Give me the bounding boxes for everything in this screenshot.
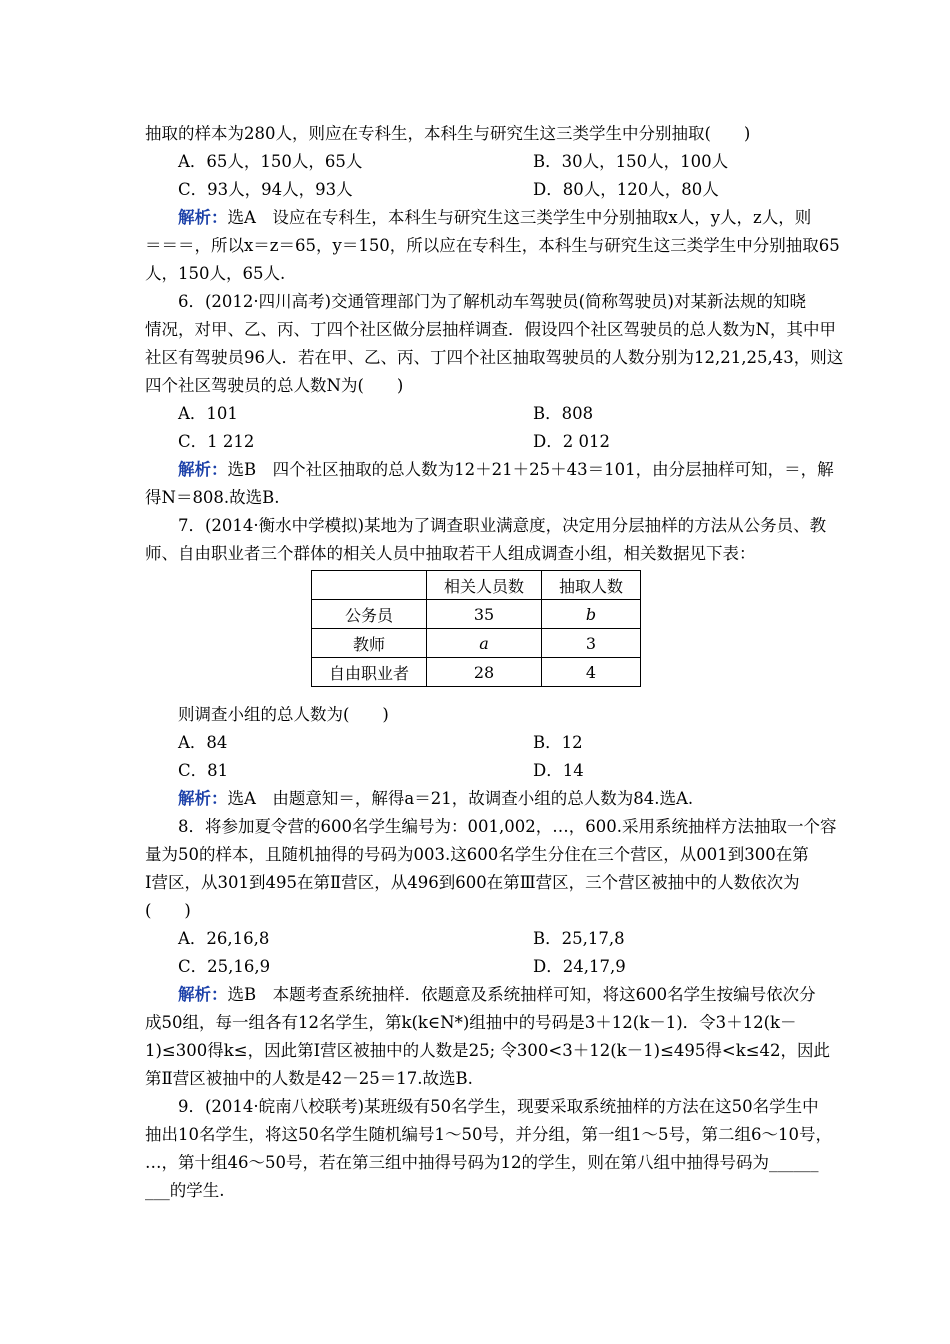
question-8-line: 量为50的样本，且随机抽得的号码为003.这600名学生分住在三个营区，从001到300在第 [145, 845, 809, 864]
variable: b [585, 604, 597, 624]
question-9-line: …，第十组46～50号，若在第三组中抽得号码为12的学生，则在第八组中抽得号码为______ [145, 1153, 819, 1172]
table-cell: 自由职业者 [312, 658, 427, 687]
choice-a: A．65人，150人，65人 [178, 152, 363, 171]
choice-b: B．808 [533, 404, 594, 423]
solution-text: 选B 四个社区抽取的总人数为12＋21＋25＋43＝101，由分层抽样可知，＝，解 [227, 460, 834, 479]
choice-c: C．93人，94人，93人 [178, 180, 353, 199]
choice-row [145, 428, 813, 456]
table-header-cell [312, 571, 427, 600]
solution-line: 人，150人，65人. [145, 264, 286, 283]
question-9-line: 9．(2014·皖南八校联考)某班级有50名学生，现要采取系统抽样的方法在这50名学生中 [178, 1097, 819, 1116]
choice-b: B．30人，150人，100人 [533, 152, 729, 171]
table-cell: 3 [542, 629, 641, 658]
choice-d: D．80人，120人，80人 [533, 180, 719, 199]
solution-line [145, 785, 813, 813]
choice-row [145, 400, 813, 428]
table-cell [427, 629, 542, 658]
solution-line: 成50组，每一组各有12名学生，第k(k∈N*)组抽中的号码是3＋12(k－1)．令3＋12(k－ [145, 1013, 797, 1032]
solution-label: 解析： [178, 208, 228, 227]
question-6-line: 6．(2012·四川高考)交通管理部门为了解机动车驾驶员(简称驾驶员)对某新法规的知晓 [178, 292, 806, 311]
question-7-line: 7．(2014·衡水中学模拟)某地为了调查职业满意度，决定用分层抽样的方法从公务员、教 [178, 516, 827, 535]
table-cell: 4 [542, 658, 641, 687]
table-cell: 公务员 [312, 600, 427, 629]
data-table [311, 570, 641, 687]
solution-line: 得N＝808.故选B. [145, 488, 280, 507]
solution-line [145, 204, 813, 232]
variable: a [479, 633, 489, 653]
solution-label: 解析： [178, 460, 228, 479]
table-cell: 教师 [312, 629, 427, 658]
solution-line: ＝＝＝，所以x＝z＝65，y＝150，所以应在专科生，本科生与研究生这三类学生中分别抽取65 [145, 236, 840, 255]
solution-line: 1)≤300得k≤，因此第Ⅰ营区被抽中的人数是25; 令300<3＋12(k－1)≤495得<k≤42，因此 [145, 1041, 831, 1060]
choice-row [145, 148, 813, 176]
solution-line [145, 981, 816, 1009]
choice-a: A．84 [178, 733, 228, 752]
choice-d: D．2 012 [533, 432, 610, 451]
choice-a: A．26,16,8 [178, 929, 270, 948]
document-page [145, 120, 844, 1205]
question-8-line: ( ) [145, 901, 191, 920]
question-7-line: 则调查小组的总人数为( ) [178, 705, 389, 724]
question-8-line: 8．将参加夏令营的600名学生编号为：001,002，…，600.采用系统抽样方法抽取一个容 [178, 817, 837, 836]
table-cell: 28 [427, 658, 542, 687]
choice-c: C．25,16,9 [178, 957, 271, 976]
table-cell [542, 600, 641, 629]
solution-text: 选A 由题意知＝，解得a＝21，故调查小组的总人数为84.选A. [227, 789, 694, 808]
choice-row [145, 953, 813, 981]
solution-line [145, 456, 834, 484]
solution-label: 解析： [178, 789, 228, 808]
choice-a: A．101 [178, 404, 238, 423]
choice-row [145, 729, 813, 757]
table-row [312, 600, 641, 629]
question-8-line: Ⅰ营区，从301到495在第Ⅱ营区，从496到600在第Ⅲ营区，三个营区被抽中的人数依次为 [145, 873, 800, 892]
table-header-row [312, 571, 641, 600]
table-cell: 35 [427, 600, 542, 629]
choice-d: D．14 [533, 761, 584, 780]
choice-d: D．24,17,9 [533, 957, 626, 976]
table-row [312, 629, 641, 658]
choice-c: C．1 212 [178, 432, 255, 451]
table-row [312, 658, 641, 687]
solution-label: 解析： [178, 985, 228, 1004]
solution-line: 第Ⅱ营区被抽中的人数是42－25＝17.故选B. [145, 1069, 473, 1088]
choice-row [145, 757, 813, 785]
choice-c: C．81 [178, 761, 229, 780]
question-6-line: 四个社区驾驶员的总人数N为( ) [145, 376, 404, 395]
question-7-line: 师、自由职业者三个群体的相关人员中抽取若干人组成调查小组，相关数据见下表： [145, 544, 756, 563]
question-9-line: 抽出10名学生，将这50名学生随机编号1～50号，并分组，第一组1～5号，第二组6～10号， [145, 1125, 832, 1144]
choice-row [145, 176, 813, 204]
question-6-line: 社区有驾驶员96人．若在甲、乙、丙、丁四个社区抽取驾驶员的人数分别为12,21,25,43，则这 [145, 348, 844, 367]
question-9-line: ___的学生. [145, 1181, 225, 1200]
text-line: 抽取的样本为280人，则应在专科生，本科生与研究生这三类学生中分别抽取( ) [145, 124, 751, 143]
table-header-cell: 相关人员数 [427, 571, 542, 600]
question-6-line: 情况，对甲、乙、丙、丁四个社区做分层抽样调查．假设四个社区驾驶员的总人数为N，其中甲 [145, 320, 836, 339]
table-header-cell: 抽取人数 [542, 571, 641, 600]
solution-text: 选A 设应在专科生，本科生与研究生这三类学生中分别抽取x人，y人，z人，则 [227, 208, 812, 227]
choice-b: B．25,17,8 [533, 929, 625, 948]
choice-row [145, 925, 813, 953]
solution-text: 选B 本题考查系统抽样．依题意及系统抽样可知，将这600名学生按编号依次分 [227, 985, 816, 1004]
choice-b: B．12 [533, 733, 583, 752]
